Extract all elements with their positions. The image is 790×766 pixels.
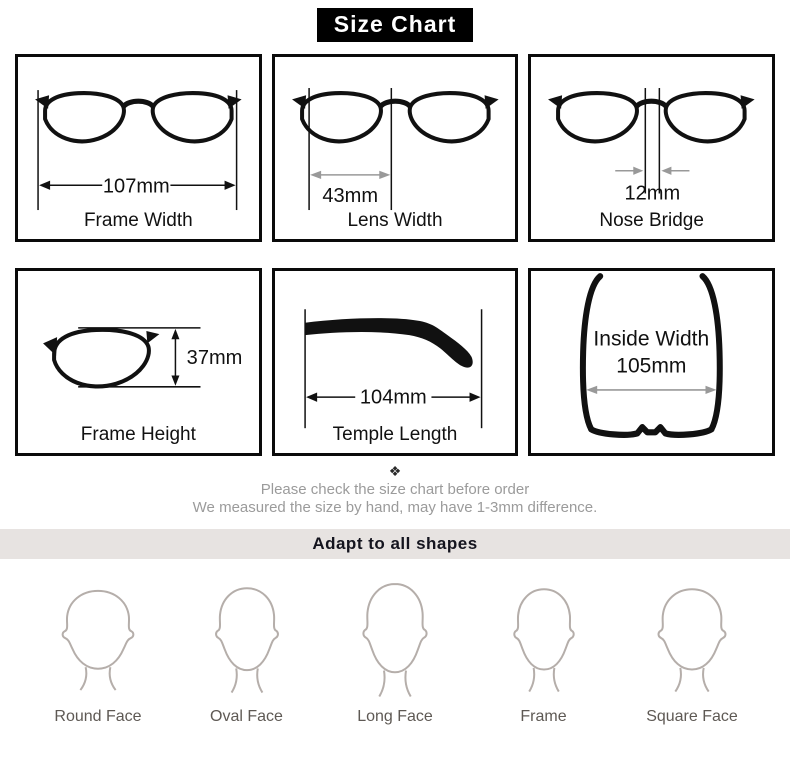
- panel-frame-width: [15, 54, 262, 242]
- long-face-icon: [347, 583, 443, 701]
- nose-bridge-label: Nose Bridge: [599, 210, 704, 231]
- lens-icon: [43, 330, 159, 387]
- temple-arm-icon: [305, 318, 473, 368]
- round-face-label: Round Face: [54, 708, 142, 725]
- glasses-front-icon: [35, 93, 242, 141]
- panel-lens-width: [272, 54, 519, 242]
- panel-temple-length: [272, 268, 519, 456]
- face-frame: [476, 583, 612, 726]
- title-bar: [0, 0, 790, 42]
- temple-length-label: Temple Length: [332, 424, 458, 445]
- inside-width-value: 105mm: [616, 353, 687, 378]
- round-face-icon: [50, 583, 146, 701]
- note-line-1: Please check the size chart before order: [260, 481, 530, 498]
- dimension-arrowheads: [634, 167, 672, 175]
- frame-height-label: Frame Height: [80, 424, 196, 445]
- notes-section: [0, 463, 790, 517]
- face-square: [624, 583, 760, 726]
- adapt-section-title: Adapt to all shapes: [0, 529, 790, 559]
- glasses-front-icon: [548, 93, 755, 141]
- ornament-icon: ❖: [388, 463, 402, 479]
- face-long: [327, 583, 463, 726]
- panel-frame-height: [15, 268, 262, 456]
- note-line-2: We measured the size by hand, may have 1-3mm difference.: [192, 499, 598, 516]
- frame-width-label: Frame Width: [83, 210, 193, 231]
- oval-face-label: Oval Face: [210, 708, 283, 725]
- face-shapes-row: [0, 559, 790, 726]
- inside-width-title: Inside Width: [593, 326, 710, 351]
- lens-width-label: Lens Width: [347, 210, 443, 231]
- page-title: Size Chart: [317, 8, 473, 42]
- face-oval: [179, 583, 315, 726]
- glasses-front-icon: [292, 93, 499, 141]
- temple-length-value: 104mm: [359, 386, 427, 409]
- frame-height-value: 37mm: [186, 346, 243, 370]
- lens-width-value: 43mm: [322, 184, 378, 207]
- face-round: [30, 583, 166, 726]
- panel-inside-width: [528, 268, 775, 456]
- square-face-label: Square Face: [646, 708, 738, 725]
- nose-bridge-value: 12mm: [624, 182, 681, 205]
- oval-face-icon: [199, 583, 295, 701]
- panel-nose-bridge: [528, 54, 775, 242]
- inside-width-diagram: [531, 271, 772, 453]
- long-face-label: Long Face: [357, 708, 433, 725]
- frame-face-icon: [496, 583, 592, 701]
- frame-face-label: Frame: [520, 708, 567, 725]
- frame-width-value: 107mm: [102, 175, 170, 198]
- square-face-icon: [644, 583, 740, 701]
- measurement-grid: [0, 42, 790, 456]
